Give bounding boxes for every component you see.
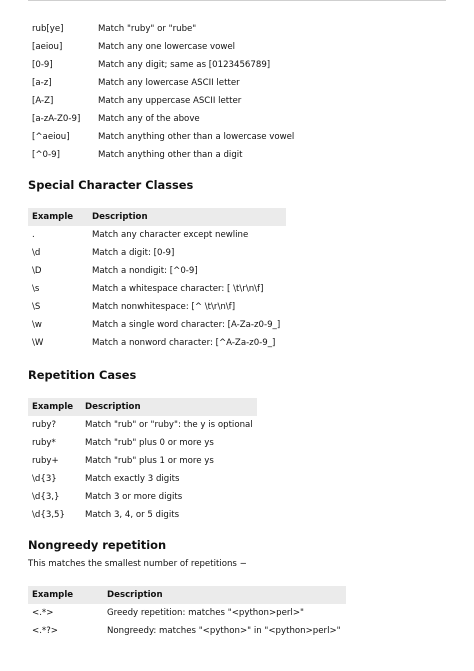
nongreedy-note: This matches the smallest number of repetitions − — [28, 559, 247, 569]
nongreedy-heading: Nongreedy repetition — [28, 538, 167, 552]
example-cell: [^aeiou] — [32, 132, 70, 142]
description-cell: Match a whitespace character: [ \t\r\n\f] — [92, 284, 264, 294]
table-row — [28, 298, 286, 316]
example-cell: [aeiou] — [32, 42, 63, 52]
table-row — [28, 416, 257, 434]
description-cell: Match nonwhitespace: [^ \t\r\n\f] — [92, 302, 236, 312]
top-table-body — [28, 20, 378, 164]
top-table — [28, 20, 378, 164]
example-cell: \d{3,} — [32, 492, 60, 502]
table-header-row — [28, 208, 286, 226]
description-cell: Match 3, 4, or 5 digits — [85, 510, 180, 520]
description-cell: Match 3 or more digits — [85, 492, 183, 502]
special-classes-table — [28, 208, 286, 352]
table-row — [28, 74, 378, 92]
description-cell: Match any character except newline — [92, 230, 249, 240]
nongreedy-table — [28, 586, 346, 640]
example-cell: [A-Z] — [32, 96, 54, 106]
table-row — [28, 128, 378, 146]
example-cell: [0-9] — [32, 60, 53, 70]
example-cell: [^0-9] — [32, 150, 60, 160]
example-cell: ruby* — [32, 438, 56, 448]
example-cell: ruby? — [32, 420, 57, 430]
table-row — [28, 506, 257, 524]
description-cell: Match a nonword character: [^A-Za-z0-9_] — [92, 338, 276, 348]
example-cell: \w — [32, 320, 42, 330]
description-cell: Match "rub" plus 0 or more ys — [85, 438, 214, 448]
example-cell: \D — [32, 266, 42, 276]
table-row — [28, 146, 378, 164]
table-row — [28, 488, 257, 506]
table-row — [28, 280, 286, 298]
table-row — [28, 434, 257, 452]
table-header-row — [28, 586, 346, 604]
table-row — [28, 226, 286, 244]
example-header: Example — [32, 212, 74, 222]
description-header: Description — [107, 590, 163, 600]
table-row — [28, 110, 378, 128]
table-row — [28, 452, 257, 470]
example-cell: \d{3,5} — [32, 510, 65, 520]
description-cell: Match any uppercase ASCII letter — [98, 96, 242, 106]
example-cell: [a-z] — [32, 78, 52, 88]
description-cell: Match "ruby" or "rube" — [98, 24, 197, 34]
description-cell: Match exactly 3 digits — [85, 474, 180, 484]
description-cell: Match a single word character: [A-Za-z0-9_] — [92, 320, 281, 330]
table-row — [28, 20, 378, 38]
table-row — [28, 244, 286, 262]
table-row — [28, 262, 286, 280]
description-header: Description — [92, 212, 148, 222]
table-row — [28, 604, 346, 622]
description-cell: Greedy repetition: matches "<python>perl>" — [107, 608, 304, 618]
example-cell: \d{3} — [32, 474, 57, 484]
example-cell: <.*> — [32, 608, 54, 618]
description-cell: Match anything other than a lowercase vowel — [98, 132, 295, 142]
description-cell: Match any lowercase ASCII letter — [98, 78, 240, 88]
description-cell: Nongreedy: matches "<python>" in "<python>perl>" — [107, 626, 341, 636]
description-cell: Match "rub" or "ruby": the y is optional — [85, 420, 253, 430]
table-row — [28, 56, 378, 74]
description-cell: Match any one lowercase vowel — [98, 42, 236, 52]
description-cell: Match a digit: [0-9] — [92, 248, 175, 258]
description-cell: Match any digit; same as [0123456789] — [98, 60, 271, 70]
table-row — [28, 92, 378, 110]
description-cell: Match any of the above — [98, 114, 200, 124]
page-top-border — [28, 0, 446, 1]
example-cell: \d — [32, 248, 41, 258]
example-cell: <.*?> — [32, 626, 58, 636]
description-cell: Match a nondigit: [^0-9] — [92, 266, 198, 276]
repetition-cases-table — [28, 398, 257, 524]
example-cell: rub[ye] — [32, 24, 64, 34]
example-cell: \W — [32, 338, 44, 348]
table-row — [28, 38, 378, 56]
example-header: Example — [32, 402, 74, 412]
example-cell: \S — [32, 302, 41, 312]
table-row — [28, 470, 257, 488]
table-row — [28, 334, 286, 352]
repetition-cases-heading: Repetition Cases — [28, 368, 137, 382]
description-cell: Match anything other than a digit — [98, 150, 243, 160]
example-cell: [a-zA-Z0-9] — [32, 114, 81, 124]
table-row — [28, 316, 286, 334]
table-header-row — [28, 398, 257, 416]
example-cell: \s — [32, 284, 40, 294]
special-classes-heading: Special Character Classes — [28, 178, 194, 192]
table-row — [28, 622, 346, 640]
description-cell: Match "rub" plus 1 or more ys — [85, 456, 214, 466]
description-header: Description — [85, 402, 141, 412]
example-header: Example — [32, 590, 74, 600]
example-cell: . — [32, 230, 35, 240]
example-cell: ruby+ — [32, 456, 59, 466]
